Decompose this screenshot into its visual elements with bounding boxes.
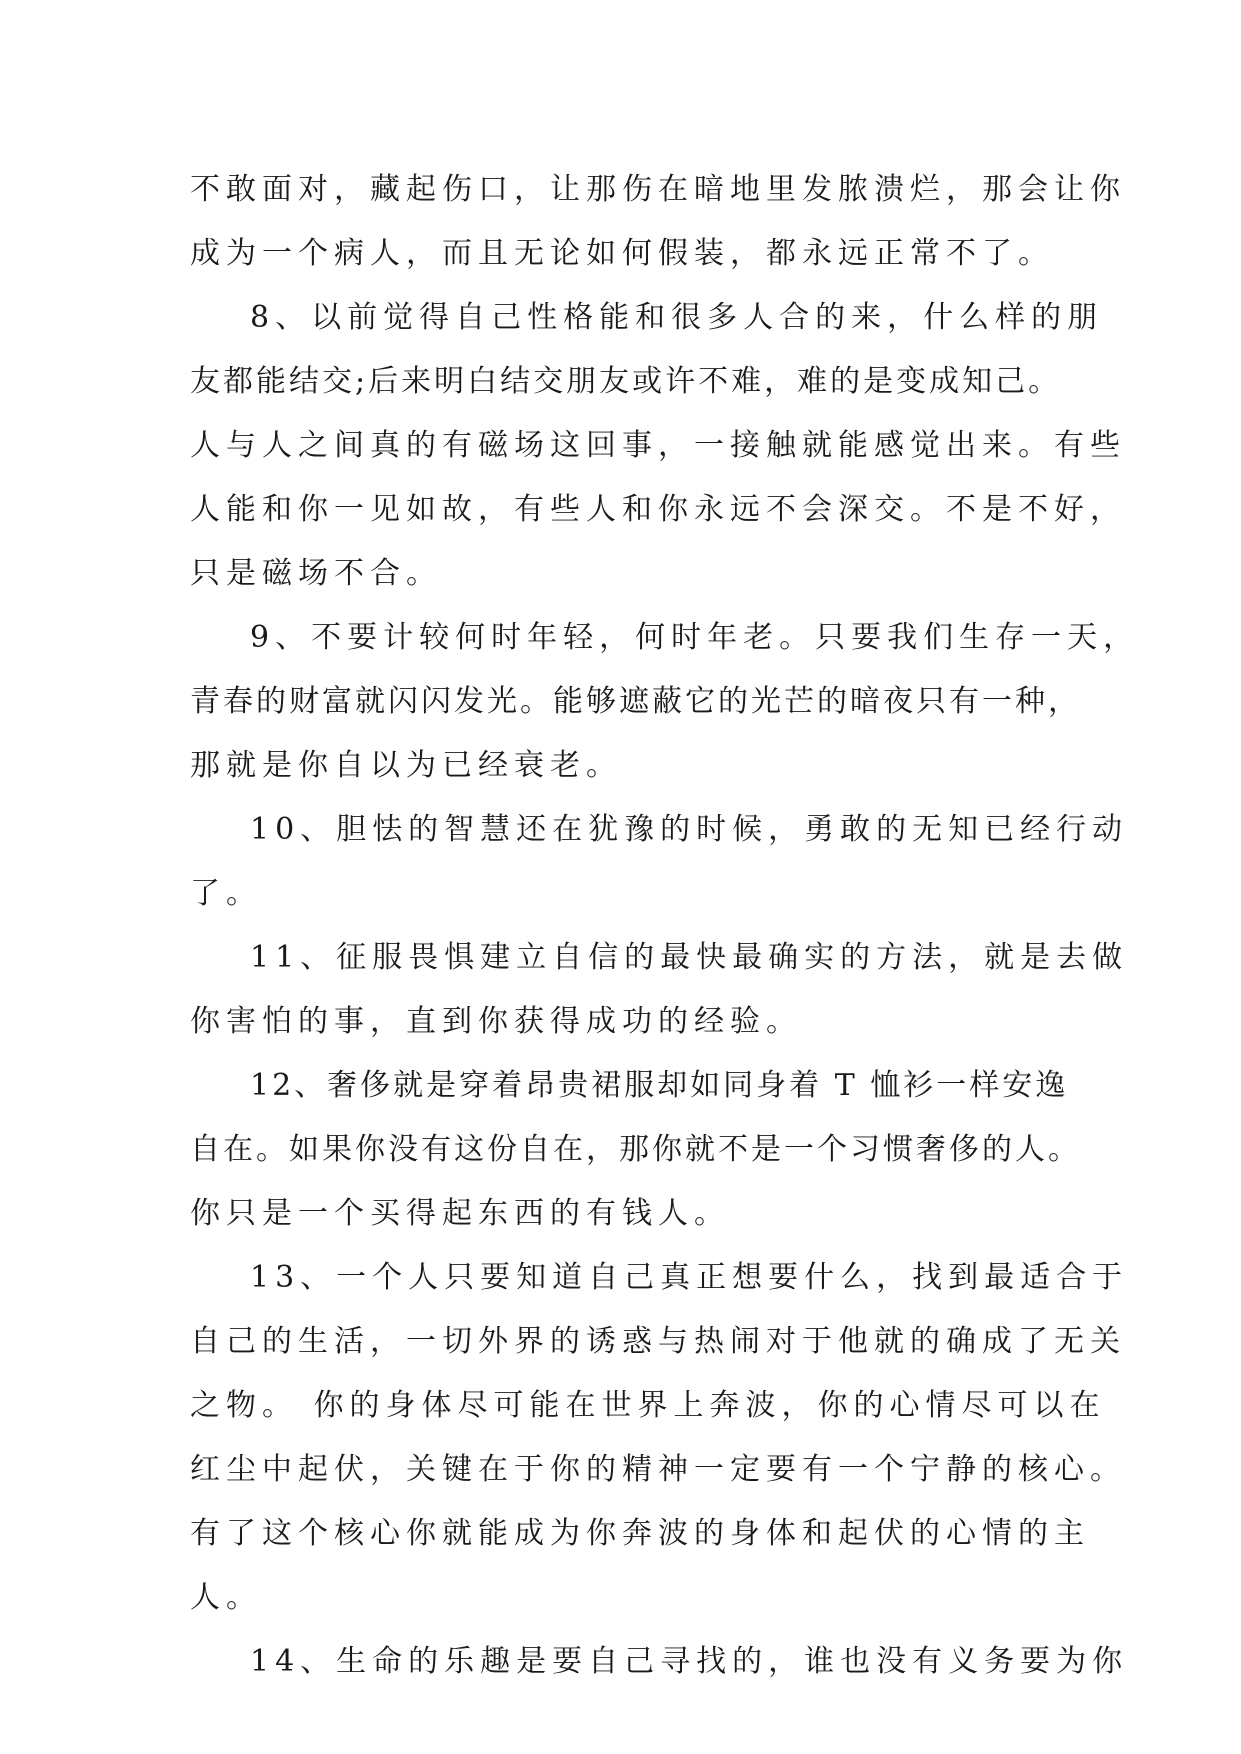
- text-line: 自己的生活，一切外界的诱惑与热闹对于他就的确成了无关: [190, 1324, 1126, 1359]
- text-line: 人能和你一见如故，有些人和你永远不会深交。不是不好，: [190, 492, 1126, 527]
- text-line: 人与人之间真的有磁场这回事，一接触就能感觉出来。有些: [190, 428, 1126, 463]
- paragraph-14-start: 14、生命的乐趣是要自己寻找的，谁也没有义务要为你: [250, 1644, 1129, 1679]
- text-line: 你害怕的事，直到你获得成功的经验。: [190, 1004, 802, 1039]
- text-line: 自在。如果你没有这份自在，那你就不是一个习惯奢侈的人。: [190, 1132, 1081, 1167]
- text-line: 不敢面对，藏起伤口，让那伤在暗地里发脓溃烂，那会让你: [190, 172, 1126, 207]
- paragraph-11-start: 11、征服畏惧建立自信的最快最确实的方法，就是去做: [250, 940, 1129, 975]
- paragraph-13-start: 13、一个人只要知道自己真正想要什么，找到最适合于: [250, 1260, 1129, 1295]
- paragraph-8-start: 8、以前觉得自己性格能和很多人合的来，什么样的朋: [250, 300, 1104, 335]
- text-line: 成为一个病人，而且无论如何假装，都永远正常不了。: [190, 236, 1054, 271]
- text-line: 了。: [190, 876, 262, 911]
- text-line: 人。: [190, 1580, 262, 1615]
- paragraph-12-start: 12、奢侈就是穿着昂贵裙服却如同身着 T 恤衫一样安逸: [250, 1068, 1069, 1103]
- text-line: 之物。 你的身体尽可能在世界上奔波，你的心情尽可以在: [190, 1388, 1106, 1423]
- text-line: 那就是你自以为已经衰老。: [190, 748, 622, 783]
- paragraph-9-start: 9、不要计较何时年轻，何时年老。只要我们生存一天，: [250, 620, 1140, 655]
- text-line: 有了这个核心你就能成为你奔波的身体和起伏的心情的主: [190, 1516, 1090, 1551]
- text-line: 友都能结交;后来明白结交朋友或许不难，难的是变成知己。: [190, 364, 1062, 399]
- text-line: 只是磁场不合。: [190, 556, 442, 591]
- body-text: [190, 158, 1140, 1694]
- text-line: 你只是一个买得起东西的有钱人。: [190, 1196, 730, 1231]
- text-line: 红尘中起伏，关键在于你的精神一定要有一个宁静的核心。: [190, 1452, 1126, 1487]
- paragraph-10-start: 10、胆怯的智慧还在犹豫的时候，勇敢的无知已经行动: [250, 812, 1129, 847]
- text-line: 青春的财富就闪闪发光。能够遮蔽它的光芒的暗夜只有一种，: [190, 684, 1081, 719]
